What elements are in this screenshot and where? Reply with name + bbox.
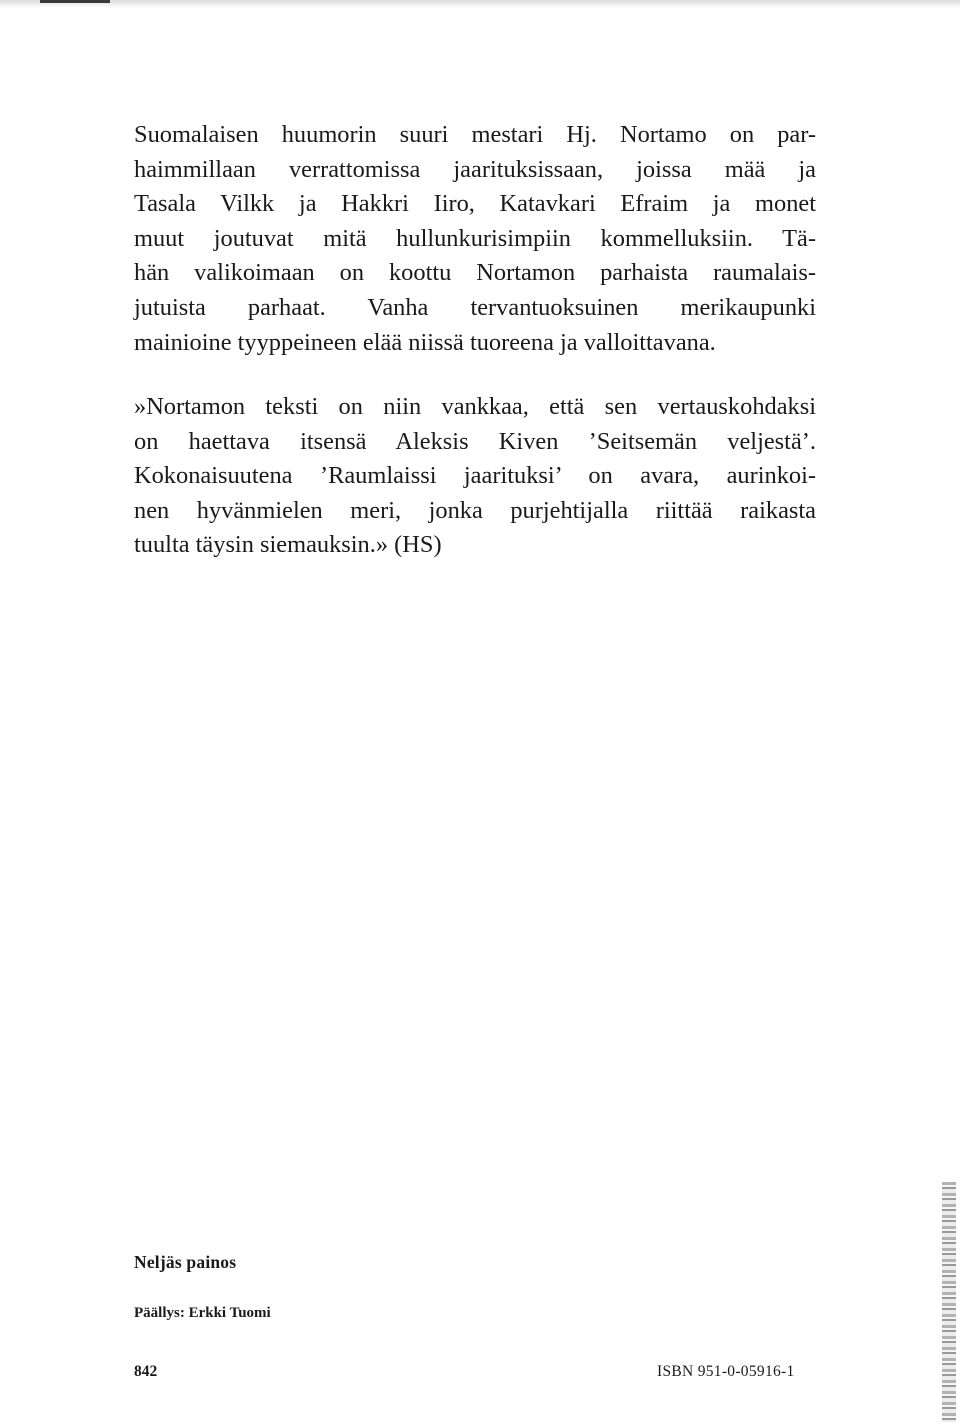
description-line: hän valikoimaan on koottu Nortamon parhaista raumalais- <box>134 259 816 287</box>
page-edge-strip <box>942 1182 956 1422</box>
description-line: Tasala Vilkk ja Hakkri Iiro, Katavkari Efraim ja monet <box>134 190 816 218</box>
quote-line: on haettava itsensä Aleksis Kiven ’Seitsemän veljestä’. <box>134 427 816 455</box>
page-top-mark <box>40 0 110 3</box>
quote-line: nen hyvänmielen meri, jonka purjehtijalla riittää raikasta <box>134 496 816 524</box>
quote-line: »Nortamon teksti on niin vankkaa, että sen vertauskohdaksi <box>134 393 816 420</box>
description-paragraph <box>134 118 816 360</box>
description-line: muut joutuvat mitä hullunkurisimpiin kommelluksiin. Tä- <box>134 224 816 252</box>
description-line: haimmillaan verrattomissa jaarituksissaan, joissa mää ja <box>134 155 816 183</box>
quote-line: tuulta täysin siemauksin.» (HS) <box>134 531 442 559</box>
review-quote <box>134 390 816 563</box>
quote-line: Kokonaisuutena ’Raumlaissi jaarituksi’ on avara, aurinkoi- <box>134 462 816 490</box>
description-line: jutuista parhaat. Vanha tervantuoksuinen merikaupunki <box>134 293 816 321</box>
edition-label: Neljäs painos <box>134 1252 237 1272</box>
page-top-edge <box>0 0 960 8</box>
description-line: Suomalaisen huumorin suuri mestari Hj. Nortamo on par- <box>134 121 816 148</box>
cover-credit: Päällys: Erkki Tuomi <box>134 1305 271 1321</box>
isbn-number: ISBN 951-0-05916-1 <box>657 1363 795 1380</box>
description-line: mainioine tyyppeineen elää niissä tuoreena ja valloittavana. <box>134 328 716 356</box>
page-number: 842 <box>134 1363 158 1380</box>
